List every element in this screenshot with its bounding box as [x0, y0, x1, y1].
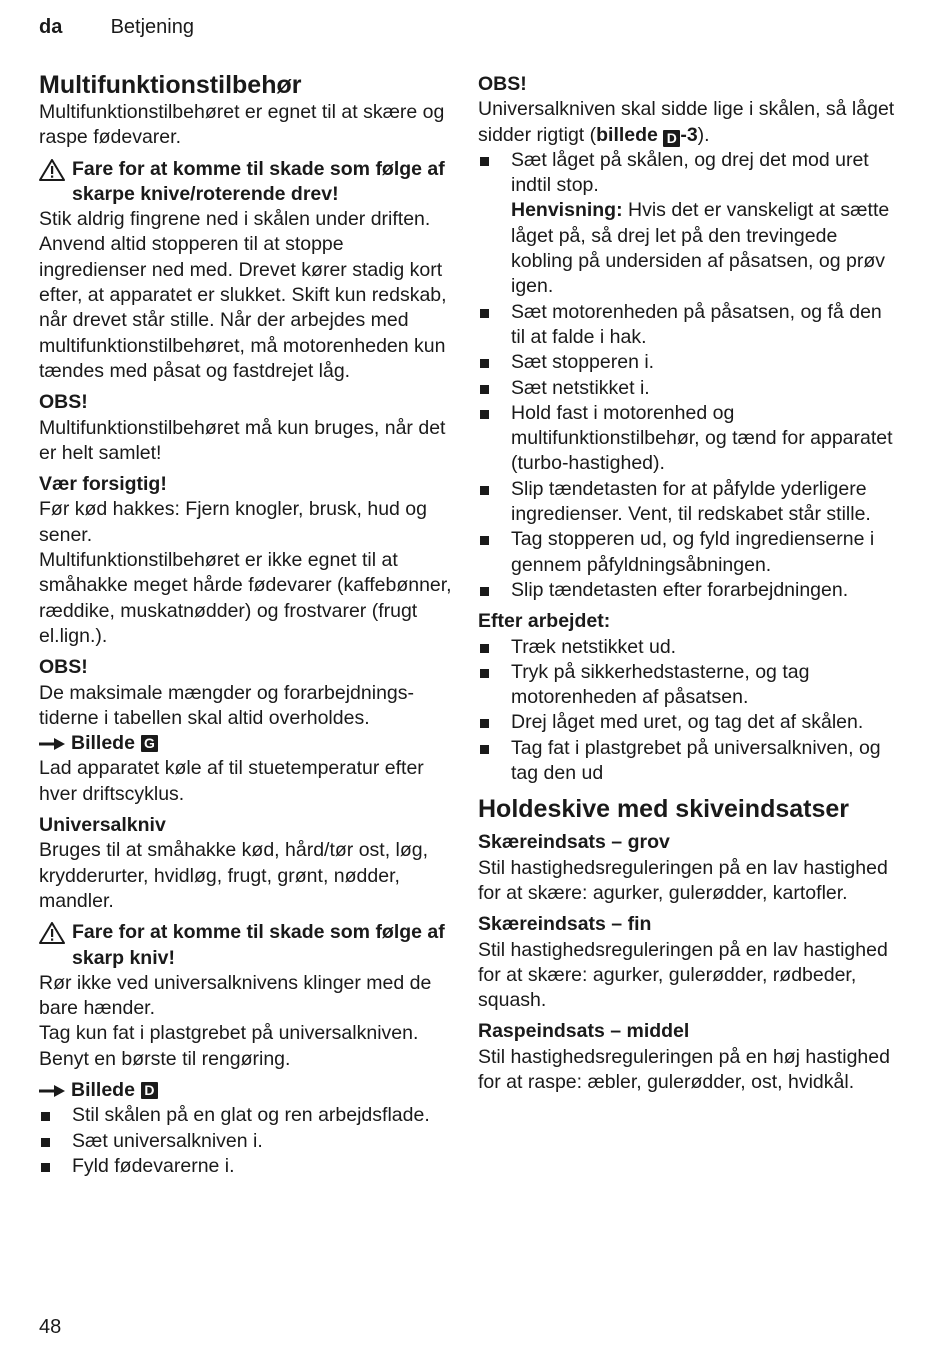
list-item: Fyld fødevarerne i.	[39, 1154, 455, 1179]
bullet-square-icon	[480, 486, 489, 495]
bullet-square-icon	[41, 1163, 50, 1172]
caution-text: Før kød hakkes: Fjern knogler, brusk, hud og sener.	[39, 498, 428, 546]
warning-sharp-knife	[39, 920, 455, 971]
bullet-square-icon	[480, 669, 489, 678]
list-item: Sæt stopperen i.	[478, 350, 898, 375]
coarse-insert-heading: Skæreindsats – grov	[478, 831, 670, 854]
figure-reference-word: billede	[596, 123, 658, 146]
warning-title: Fare for at komme til skade som følge af skarp kniv!	[72, 921, 445, 969]
coarse-insert-text: Stil hastighedsreguleringen på en lav hastighed for at skære: agurker, gulerødder, kartofler.	[478, 856, 888, 904]
caution-text-2: Multifunktionstilbehøret er ikke egnet til at småhakke meget hårde fødevarer (kaffebønner, ræddike, muskatnødder) og frostvarer (frugt el.lign.).	[39, 549, 452, 647]
grating-insert-heading: Raspeindsats – middel	[478, 1020, 690, 1043]
note-text: Hvis det er vanskeligt at sætte låget på, så drej let på den trevingede kobling på undersiden af påsatsen, og prøv igen.	[511, 199, 890, 298]
cool-down-text: Lad apparatet køle af til stuetemperatur efter hver driftscyklus.	[39, 757, 424, 805]
bullet-square-icon	[480, 536, 489, 545]
right-column	[478, 72, 898, 1095]
figure-reference-g	[39, 731, 455, 756]
section-title-slicing-disc: Holdeskive med skiveindsatser	[478, 795, 850, 824]
language-code: da	[39, 16, 63, 38]
arrow-right-icon	[39, 1084, 65, 1098]
bullet-square-icon	[41, 1112, 50, 1121]
list-item: Tag fat i plastgrebet på universalkniven, og tag den ud	[478, 736, 898, 787]
list-item: Træk netstikket ud.	[478, 635, 898, 660]
bullet-square-icon	[480, 644, 489, 653]
list-item: Sæt netstikket i.	[478, 376, 898, 401]
figure-letter-badge: D	[141, 1082, 158, 1099]
section-title-multifunction: Multifunktionstilbehør	[39, 71, 302, 99]
fine-insert-text: Stil hastighedsreguleringen på en lav hastighed for at skære: agurker, gulerødder, rødbeder, squash.	[478, 938, 888, 1012]
list-item: Sæt universalkniven i.	[39, 1129, 455, 1154]
warning-knives	[39, 157, 455, 208]
universal-knife-heading: Universalkniv	[39, 814, 166, 837]
obs-heading-2: OBS!	[39, 656, 88, 679]
list-item: Slip tændetasten for at påfylde yderligere ingredienser. Vent, til redskabet står stille.	[478, 477, 898, 528]
arrow-right-icon	[39, 737, 65, 751]
bullet-square-icon	[480, 410, 489, 419]
obs-text: Multifunktionstilbehøret må kun bruges, når det er helt samlet!	[39, 416, 446, 464]
bullet-square-icon	[480, 719, 489, 728]
bullet-square-icon	[480, 745, 489, 754]
figure-reference-d	[39, 1078, 455, 1103]
figure-reference-label: Billede	[71, 1078, 135, 1101]
bullet-square-icon	[41, 1138, 50, 1147]
bullet-square-icon	[480, 309, 489, 318]
obs-text-2: De maksimale mængder og forarbejdnings-tiderne i tabellen skal altid overholdes.	[39, 681, 415, 729]
page-header	[39, 16, 194, 39]
grating-insert-text: Stil hastighedsreguleringen på en høj hastighed for at raspe: æbler, gulerødder, ost, hvidkål.	[478, 1045, 890, 1093]
warning-text: Stik aldrig fingrene ned i skålen under driften. Anvend altid stopperen til at stoppe ingredienser ned med. Drevet kører stadig kort efter, at apparatet er slukket. Skift kun redskab, når drevet står stille. Når der arbejdes med multifunktionstilbehøret, må motorenheden kun tændes med påsat og fastdrejet låg.	[39, 208, 447, 382]
section-name: Betjening	[110, 16, 194, 38]
bullet-square-icon	[480, 385, 489, 394]
figure-letter-badge: G	[141, 735, 158, 752]
figure-letter-badge: D	[663, 130, 680, 147]
list-item: Drej låget med uret, og tag det af skålen.	[478, 710, 898, 735]
bullet-square-icon	[480, 157, 489, 166]
assembly-step-list	[478, 148, 898, 603]
list-item: Tag stopperen ud, og fyld ingredienserne i gennem påfyldningsåbningen.	[478, 527, 898, 578]
warning-title: Fare for at komme til skade som følge af skarpe knive/roterende drev!	[72, 157, 445, 205]
warning-triangle-icon	[39, 159, 65, 181]
step-list	[39, 1103, 455, 1179]
list-item: Hold fast i motorenhed og multifunktionstilbehør, og tænd for apparatet (turbo-hastighed).	[478, 401, 898, 477]
universal-knife-text: Bruges til at småhakke kød, hård/tør ost, løg, krydderurter, hvidløg, frugt, grønt, nødder, mandler.	[39, 839, 429, 912]
intro-text: Multifunktionstilbehøret er egnet til at skære og raspe fødevarer.	[39, 101, 445, 149]
obs-heading: OBS!	[39, 391, 88, 414]
figure-reference-label: Billede	[71, 732, 135, 755]
caution-heading: Vær forsigtig!	[39, 473, 167, 496]
after-work-list	[478, 635, 898, 787]
fine-insert-heading: Skæreindsats – fin	[478, 913, 652, 936]
left-column	[39, 70, 455, 1179]
list-item: Sæt låget på skålen, og drej det mod uret indtil stop. Henvisning: Hvis det er vanskeligt at sætte låget på, så drej let på den trevingede kobling på undersiden af påsatsen, og prøv igen.	[478, 148, 898, 300]
warning-triangle-icon	[39, 922, 65, 944]
note-label: Henvisning:	[511, 199, 623, 222]
page-number: 48	[39, 1316, 62, 1338]
list-item: Stil skålen på en glat og ren arbejdsflade.	[39, 1103, 455, 1128]
list-item: Tryk på sikkerhedstasterne, og tag motorenheden af påsatsen.	[478, 660, 898, 711]
list-item: Sæt motorenheden på påsatsen, og få den til at falde i hak.	[478, 300, 898, 351]
bullet-square-icon	[480, 359, 489, 368]
after-work-heading: Efter arbejdet:	[478, 610, 611, 633]
bullet-square-icon	[480, 587, 489, 596]
warning-text: Rør ikke ved universalknivens klinger med de bare hænder.	[39, 971, 432, 1020]
figure-reference-suffix: -3	[680, 123, 698, 146]
obs-text: Universalkniven skal sidde lige i skålen, så låget sidder rigtigt (billede D -3).	[478, 98, 895, 146]
list-item: Slip tændetasten efter forarbejdningen.	[478, 578, 898, 603]
obs-heading: OBS!	[478, 73, 527, 95]
warning-text-2: Tag kun fat i plastgrebet på universalkniven. Benyt en børste til rengøring.	[39, 1022, 419, 1070]
